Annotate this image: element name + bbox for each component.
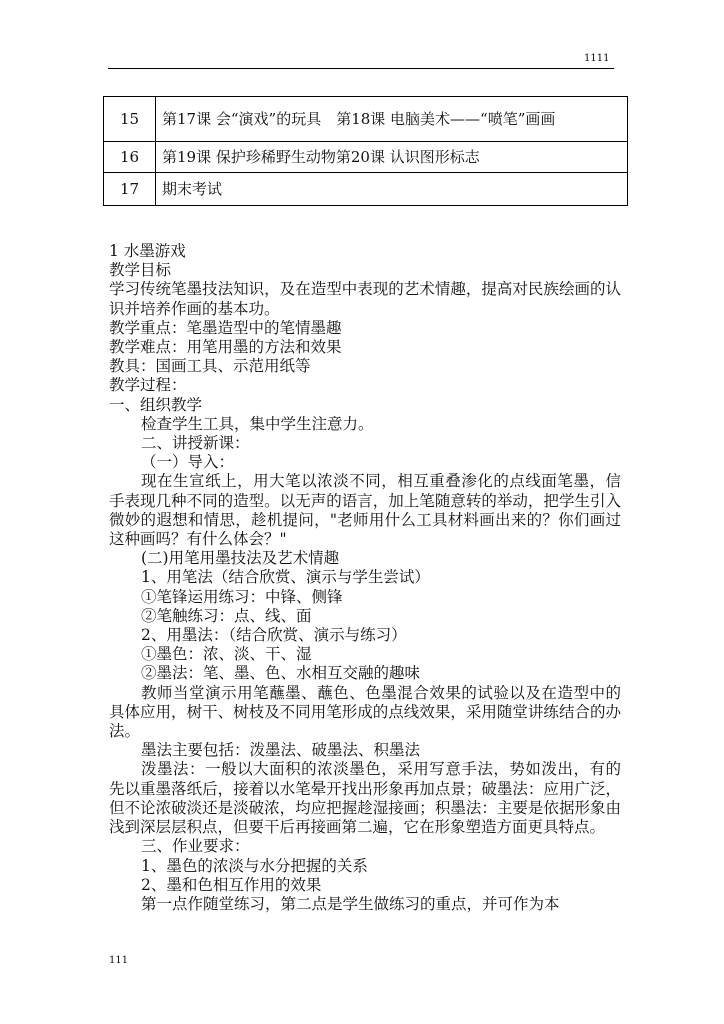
lesson-cell: 期末考试 <box>156 173 628 206</box>
ink-method: 2、用墨法：（结合欣赏、演示与练习） <box>141 626 407 645</box>
lesson-schedule-table <box>103 96 628 206</box>
brush-item-1: ①笔锋运用练习：中锋、侧锋 <box>141 587 343 606</box>
step-organize-detail: 检查学生工具，集中学生注意力。 <box>141 414 374 433</box>
demo-text: 教师当堂演示用笔蘸墨、蘸色、色墨混合效果的试验以及在造型中的具体应用，树干、树枝及不同用笔形成的点线效果，采用随堂讲练结合的办法。 <box>109 683 621 741</box>
ink-types: 墨法主要包括：泼墨法、破墨法、积墨法 <box>141 741 421 760</box>
difficulty: 教学难点：用笔用墨的方法和效果 <box>109 338 342 357</box>
brush-method: 1、用笔法（结合欣赏、演示与学生尝试） <box>141 568 430 587</box>
lesson-title: 1 水墨游戏 <box>109 242 186 260</box>
technique-heading: (二)用笔用墨技法及艺术情趣 <box>141 549 340 568</box>
requirement-note: 第一点作随堂练习，第二点是学生做练习的重点，并可作为本 <box>141 894 560 913</box>
goal-heading: 教学目标 <box>109 261 172 280</box>
intro-text: 现在生宣纸上，用大笔以浓淡不同，相互重叠渗化的点线面笔墨，信手表现几种不同的造型。以无声的语言，加上笔随意转的举动，把学生引入微妙的遐想和情思，趁机提问，"老师用什么工具材料画出来的？你们画过这种画吗？有什么体会？" <box>109 472 621 549</box>
week-number-cell: 17 <box>104 173 156 206</box>
step-organize: 一、组织教学 <box>109 395 203 414</box>
process-heading: 教学过程： <box>109 376 187 395</box>
header-rule <box>108 68 614 69</box>
step-teach: 二、讲授新课： <box>141 434 250 453</box>
requirement-1: 1、墨色的浓淡与水分把握的关系 <box>141 856 368 875</box>
goal-text: 学习传统笔墨技法知识，及在造型中表现的艺术情趣，提高对民族绘画的认识并培养作画的基本功。 <box>109 280 621 318</box>
lesson-cell: 第19课 保护珍稀野生动物第20课 认识图形标志 <box>156 142 628 173</box>
step-homework: 三、作业要求： <box>141 837 250 856</box>
ink-item-1: ①墨色：浓、淡、干、湿 <box>141 645 312 664</box>
ink-types-detail: 泼墨法：一般以大面积的浓淡墨色，采用写意手法，势如泼出，有的先以重墨落纸后，接着以水笔晕开找出形象再加点景；破墨法：应用广泛，但不论浓破淡还是淡破浓，均应把握趁湿接画；积墨法：主要是依据形象由浅到深层层积点，但要干后再接画第二遍，它在形象塑造方面更具特点。 <box>109 760 621 837</box>
table-row <box>104 97 628 142</box>
brush-item-2: ②笔触练习：点、线、面 <box>141 606 312 625</box>
table-row <box>104 142 628 173</box>
step-intro-heading: （一）导入： <box>141 453 235 472</box>
footer-page-number: 111 <box>109 955 129 966</box>
table-row <box>104 173 628 206</box>
week-number-cell: 15 <box>104 97 156 142</box>
lesson-plan-body <box>109 242 621 914</box>
ink-item-2: ②墨法：笔、墨、色、水相互交融的趣味 <box>141 664 421 683</box>
header-page-number: 1111 <box>584 53 610 64</box>
key-point: 教学重点：笔墨造型中的笔情墨趣 <box>109 318 342 337</box>
requirement-2: 2、墨和色相互作用的效果 <box>141 875 322 894</box>
lesson-cell: 第17课 会“演戏”的玩具 第18课 电脑美术——“喷笔”画画 <box>156 97 628 142</box>
teaching-tools: 教具：国画工具、示范用纸等 <box>109 357 311 376</box>
week-number-cell: 16 <box>104 142 156 173</box>
